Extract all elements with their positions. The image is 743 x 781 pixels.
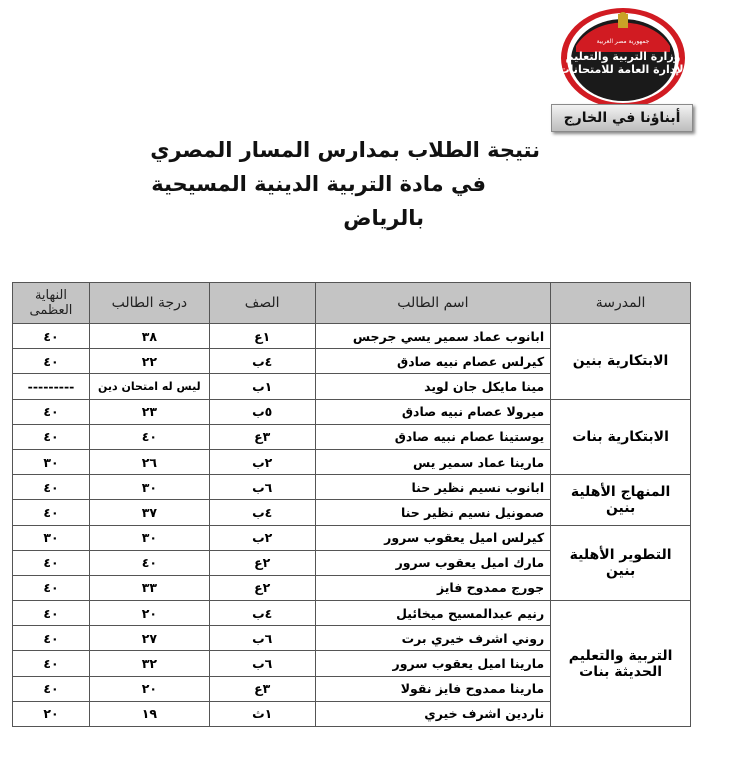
score-cell: ٤٠ [89,424,209,449]
student-name-cell: كيرلس عصام نبيه صادق [315,349,551,374]
score-cell: ٣٢ [89,651,209,676]
grade-cell: ٣ع [209,424,315,449]
score-cell: ٣٠ [89,525,209,550]
grade-cell: ٤ب [209,349,315,374]
max-cell: ٤٠ [13,349,90,374]
student-name-cell: مارينا عماد سمير يس [315,449,551,474]
max-cell: ٤٠ [13,626,90,651]
school-cell: الابتكارية بنات [551,399,691,475]
title-line-3: بالرياض [343,206,424,230]
grade-cell: ١ث [209,701,315,726]
grade-cell: ٤ب [209,500,315,525]
student-name-cell: روني اشرف خيري برت [315,626,551,651]
student-name-cell: مارينا اميل يعقوب سرور [315,651,551,676]
school-cell: التربية والتعليم الحديثة بنات [551,601,691,727]
title-line-1: نتيجة الطلاب بمدارس المسار المصري [150,138,540,162]
grade-cell: ٥ب [209,399,315,424]
student-name-cell: كيرلس اميل يعقوب سرور [315,525,551,550]
table-row [13,399,691,424]
title-line-2: في مادة التربية الدينية المسيحية [151,172,486,196]
table-row [13,601,691,626]
logo-ministry-text: وزارة التربية والتعليم [565,50,681,63]
table-body [13,324,691,727]
student-name-cell: مينا مايكل جان لويد [315,374,551,399]
max-cell: ٤٠ [13,500,90,525]
logo-top-text: جمهورية مصر العربية [596,38,650,45]
header-score: درجة الطالب [89,283,209,324]
header-student-name: اسم الطالب [315,283,551,324]
student-name-cell: ناردين اشرف خيري [315,701,551,726]
abroad-banner: أبناؤنا في الخارج [551,104,693,132]
score-cell: ٣٧ [89,500,209,525]
max-cell: ٣٠ [13,449,90,474]
max-cell: ٤٠ [13,601,90,626]
grade-cell: ٦ب [209,651,315,676]
score-cell: ٣٠ [89,475,209,500]
student-name-cell: يوستينا عصام نبيه صادق [315,424,551,449]
table-row [13,475,691,500]
header-max: النهاية العظمى [13,283,90,324]
grade-cell: ١ب [209,374,315,399]
max-cell: ٤٠ [13,475,90,500]
student-name-cell: ابانوب عماد سمير يسي جرجس [315,324,551,349]
student-name-cell: ميرولا عصام نبيه صادق [315,399,551,424]
grade-cell: ٤ب [209,601,315,626]
max-cell: ٤٠ [13,424,90,449]
grade-cell: ٢ب [209,525,315,550]
max-cell: ٢٠ [13,701,90,726]
results-table [12,282,691,727]
score-cell: ليس له امتحان دين [89,374,209,399]
score-cell: ٣٣ [89,575,209,600]
student-name-cell: رنيم عبدالمسيح ميخائيل [315,601,551,626]
header-school: المدرسة [551,283,691,324]
grade-cell: ٢ب [209,449,315,474]
grade-cell: ١ع [209,324,315,349]
school-cell: التطوير الأهلية بنين [551,525,691,601]
score-cell: ٢٣ [89,399,209,424]
score-cell: ٣٨ [89,324,209,349]
school-cell: المنهاج الأهلية بنين [551,475,691,525]
max-cell: ٤٠ [13,676,90,701]
table-row [13,525,691,550]
score-cell: ٢٧ [89,626,209,651]
student-name-cell: صمونيل نسيم نظير حنا [315,500,551,525]
logo-department-text: الإدارة العامة للامتحانات [558,63,688,76]
max-cell: ٤٠ [13,651,90,676]
student-name-cell: جورج ممدوح فايز [315,575,551,600]
max-cell: ٣٠ [13,525,90,550]
score-cell: ٢٠ [89,601,209,626]
grade-cell: ٢ع [209,575,315,600]
table-row [13,324,691,349]
score-cell: ٤٠ [89,550,209,575]
score-cell: ٢٢ [89,349,209,374]
max-cell: ٤٠ [13,575,90,600]
header-grade: الصف [209,283,315,324]
max-cell: ٤٠ [13,550,90,575]
school-cell: الابتكارية بنين [551,324,691,400]
grade-cell: ٣ع [209,676,315,701]
max-cell: --------- [13,374,90,399]
score-cell: ١٩ [89,701,209,726]
student-name-cell: مارك اميل يعقوب سرور [315,550,551,575]
score-cell: ٢٦ [89,449,209,474]
table-header-row [13,283,691,324]
student-name-cell: مارينا ممدوح فايز نقولا [315,676,551,701]
max-cell: ٤٠ [13,399,90,424]
max-cell: ٤٠ [13,324,90,349]
grade-cell: ٦ب [209,475,315,500]
student-name-cell: ابانوب نسيم نظير حنا [315,475,551,500]
grade-cell: ٢ع [209,550,315,575]
grade-cell: ٦ب [209,626,315,651]
score-cell: ٢٠ [89,676,209,701]
